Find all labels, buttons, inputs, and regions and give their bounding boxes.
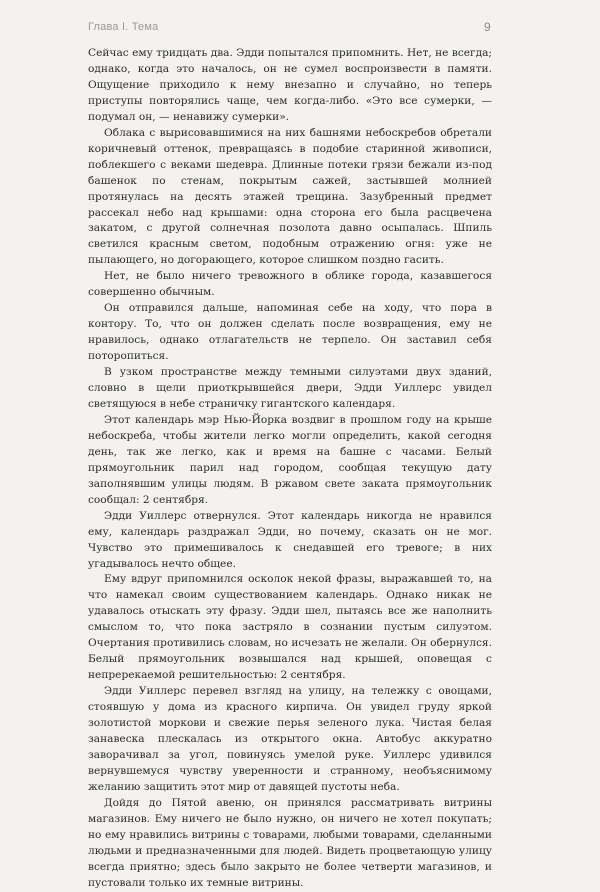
paragraph: Ему вдруг припомнился осколок некой фразы, выражавшей то, на что намекал своим существованием календарь. Однако никак не удавалось отыскать эту фразу. Эдди шел, пытаясь все же наполнить смыслом то, что пока застряло в сознании пустым силуэтом. Очертания противились словам, но исчезать не желали. Он обернулся. Белый прямоугольник возвышался над крышей, оповещая с непререкаемой решительностью: 2 сентября. [88, 573, 492, 682]
paragraph: Облака с вырисовавшимися на них башнями небоскребов обретали коричневый оттенок, превращаясь в подобие старинной живописи, поблекшего с веками шедевра. Длинные потеки грязи бежали из-под башенок по стенам, покрытым сажей, застывшей молнией протянулась на десять этажей трещина. Зазубренный предмет рассекал небо над крышами: одна сторона его была расцвечена закатом, с другой солнечная позолота давно осыпалась. Шпиль светился красным светом, подобным отражению огня: уже не пылающего, но догорающего, которое слишком поздно гасить. [88, 126, 492, 267]
paragraph: Сейчас ему тридцать два. Эдди попытался припомнить. Нет, не всегда; однако, когда это началось, он не сумел воспроизвести в памяти. Ощущение приходило к нему внезапно и случайно, но теперь приступы повторялись чаще, чем когда-либо. «Это все сумерки, — подумал он, — ненавижу сумерки». [88, 47, 492, 123]
paragraph: Эдди Уиллерс отвернулся. Этот календарь никогда не нравился ему, календарь раздражал Эдди, но почему, сказать он не мог. Чувство это примешивалось к снедавшей его тревоге; в них угадывалось нечто общее. [88, 509, 492, 570]
page-number: 9 [484, 20, 491, 34]
paragraph: В узком пространстве между темными силуэтами двух зданий, словно в щели приоткрывшейся двери, Эдди Уиллерс увидел светящуюся в небе страничку гигантского календаря. [88, 366, 492, 410]
running-head: Глава I. Тема [88, 21, 159, 33]
paragraph: Этот календарь мэр Нью-Йорка воздвиг в прошлом году на крыше небоскреба, чтобы жители легко могли определить, какой сегодня день, так же легко, как и время на башне с часами. Белый прямоугольник парил над городом, сообщая текущую дату заполнявшим улицы людям. В ржавом свете заката прямоугольник сообщал: 2 сентября. [88, 413, 492, 506]
paragraph: Дойдя до Пятой авеню, он принялся рассматривать витрины магазинов. Ему ничего не было нужно, он ничего не хотел покупать; но ему нравились витрины с товарами, любыми товарами, сделанными людьми и предназначенными для людей. Видеть процветающую улицу всегда приятно; здесь было закрыто не более четверти магазинов, и пустовали только их темные витрины. [88, 796, 492, 889]
body-text [88, 46, 492, 892]
paragraph: Нет, не было ничего тревожного в облике города, казавшегося совершенно обычным. [88, 270, 492, 299]
paragraph: Он отправился дальше, напоминая себе на ходу, что пора в контору. То, что он должен сделать после возвращения, ему не нравилось, однако отлагательств не терпело. Он заставил себя поторопиться. [88, 302, 492, 363]
paragraph: Эдди Уиллерс перевел взгляд на улицу, на тележку с овощами, стоявшую у дома из красного кирпича. Он увидел груду яркой золотистой моркови и свежие перья зеленого лука. Чистая белая занавеска плескалась из открытого окна. Автобус аккуратно заворачивал за угол, повинуясь умелой руке. Уиллерс удивился вернувшемуся чувству уверенности и странному, необъяснимому желанию защитить этот мир от давящей пустоты неба. [88, 685, 492, 793]
